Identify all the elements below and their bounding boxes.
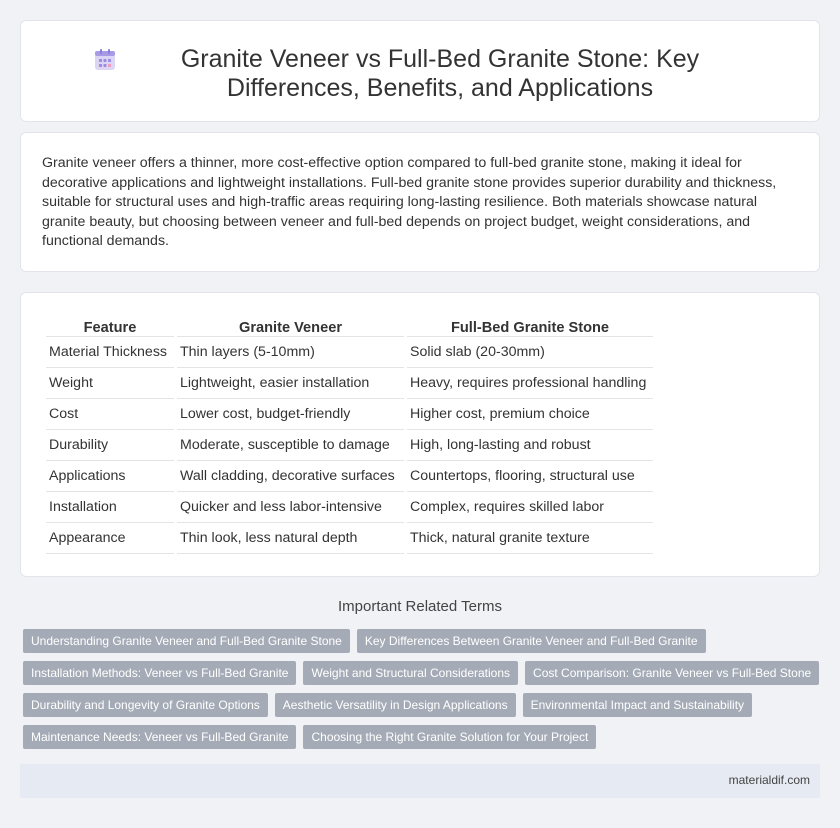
related-terms-list bbox=[23, 629, 823, 757]
table-cell: Installation bbox=[46, 492, 174, 523]
related-term-link[interactable]: Aesthetic Versatility in Design Applications bbox=[275, 693, 516, 717]
title-card bbox=[20, 20, 820, 122]
table-row bbox=[46, 368, 653, 399]
table-cell: Higher cost, premium choice bbox=[407, 399, 653, 430]
table-header-row bbox=[46, 315, 653, 337]
table-cell: Thick, natural granite texture bbox=[407, 523, 653, 554]
related-term-link[interactable]: Weight and Structural Considerations bbox=[303, 661, 518, 685]
related-term-link[interactable]: Choosing the Right Granite Solution for Your Project bbox=[303, 725, 596, 749]
table-row bbox=[46, 461, 653, 492]
table-row bbox=[46, 523, 653, 554]
table-cell: Appearance bbox=[46, 523, 174, 554]
table-cell: High, long-lasting and robust bbox=[407, 430, 653, 461]
column-header-granite-veneer: Granite Veneer bbox=[177, 315, 404, 337]
table-cell: Countertops, flooring, structural use bbox=[407, 461, 653, 492]
comparison-table bbox=[43, 315, 656, 554]
table-cell: Wall cladding, decorative surfaces bbox=[177, 461, 404, 492]
summary-card bbox=[20, 132, 820, 272]
footer bbox=[20, 764, 820, 798]
related-term-link[interactable]: Understanding Granite Veneer and Full-Bed Granite Stone bbox=[23, 629, 350, 653]
table-cell: Heavy, requires professional handling bbox=[407, 368, 653, 399]
table-cell: Quicker and less labor-intensive bbox=[177, 492, 404, 523]
column-header-full-bed-granite: Full-Bed Granite Stone bbox=[407, 315, 653, 337]
related-term-link[interactable]: Key Differences Between Granite Veneer and Full-Bed Granite bbox=[357, 629, 706, 653]
table-row bbox=[46, 399, 653, 430]
comparison-card bbox=[20, 292, 820, 577]
footer-site-link[interactable]: materialdif.com bbox=[728, 773, 810, 787]
table-cell: Cost bbox=[46, 399, 174, 430]
table-row bbox=[46, 337, 653, 368]
related-term-link[interactable]: Cost Comparison: Granite Veneer vs Full-Bed Stone bbox=[525, 661, 819, 685]
table-cell: Thin layers (5-10mm) bbox=[177, 337, 404, 368]
related-terms-heading: Important Related Terms bbox=[338, 598, 502, 615]
column-header-feature: Feature bbox=[46, 315, 174, 337]
table-cell: Durability bbox=[46, 430, 174, 461]
table-cell: Moderate, susceptible to damage bbox=[177, 430, 404, 461]
table-cell: Thin look, less natural depth bbox=[177, 523, 404, 554]
related-term-link[interactable]: Durability and Longevity of Granite Options bbox=[23, 693, 268, 717]
table-cell: Lower cost, budget-friendly bbox=[177, 399, 404, 430]
table-row bbox=[46, 430, 653, 461]
table-cell: Lightweight, easier installation bbox=[177, 368, 404, 399]
table-cell: Solid slab (20-30mm) bbox=[407, 337, 653, 368]
table-cell: Weight bbox=[46, 368, 174, 399]
table-row bbox=[46, 492, 653, 523]
page-title: Granite Veneer vs Full-Bed Granite Stone: Key Differences, Benefits, and Applications bbox=[180, 45, 700, 102]
related-term-link[interactable]: Installation Methods: Veneer vs Full-Bed Granite bbox=[23, 661, 296, 685]
table-cell: Material Thickness bbox=[46, 337, 174, 368]
table-cell: Applications bbox=[46, 461, 174, 492]
related-term-link[interactable]: Maintenance Needs: Veneer vs Full-Bed Granite bbox=[23, 725, 296, 749]
related-term-link[interactable]: Environmental Impact and Sustainability bbox=[523, 693, 752, 717]
table-cell: Complex, requires skilled labor bbox=[407, 492, 653, 523]
summary-text: Granite veneer offers a thinner, more cost-effective option compared to full-bed granite stone, making it ideal for decorative applications and lightweight installations. Full-bed granite stone provides superior durability and thickness, suitable for structural uses and high-traffic areas requiring long-lasting resilience. Both materials showcase natural granite beauty, but choosing between veneer and full-bed depends on project budget, weight considerations, and functional demands. bbox=[42, 155, 777, 250]
